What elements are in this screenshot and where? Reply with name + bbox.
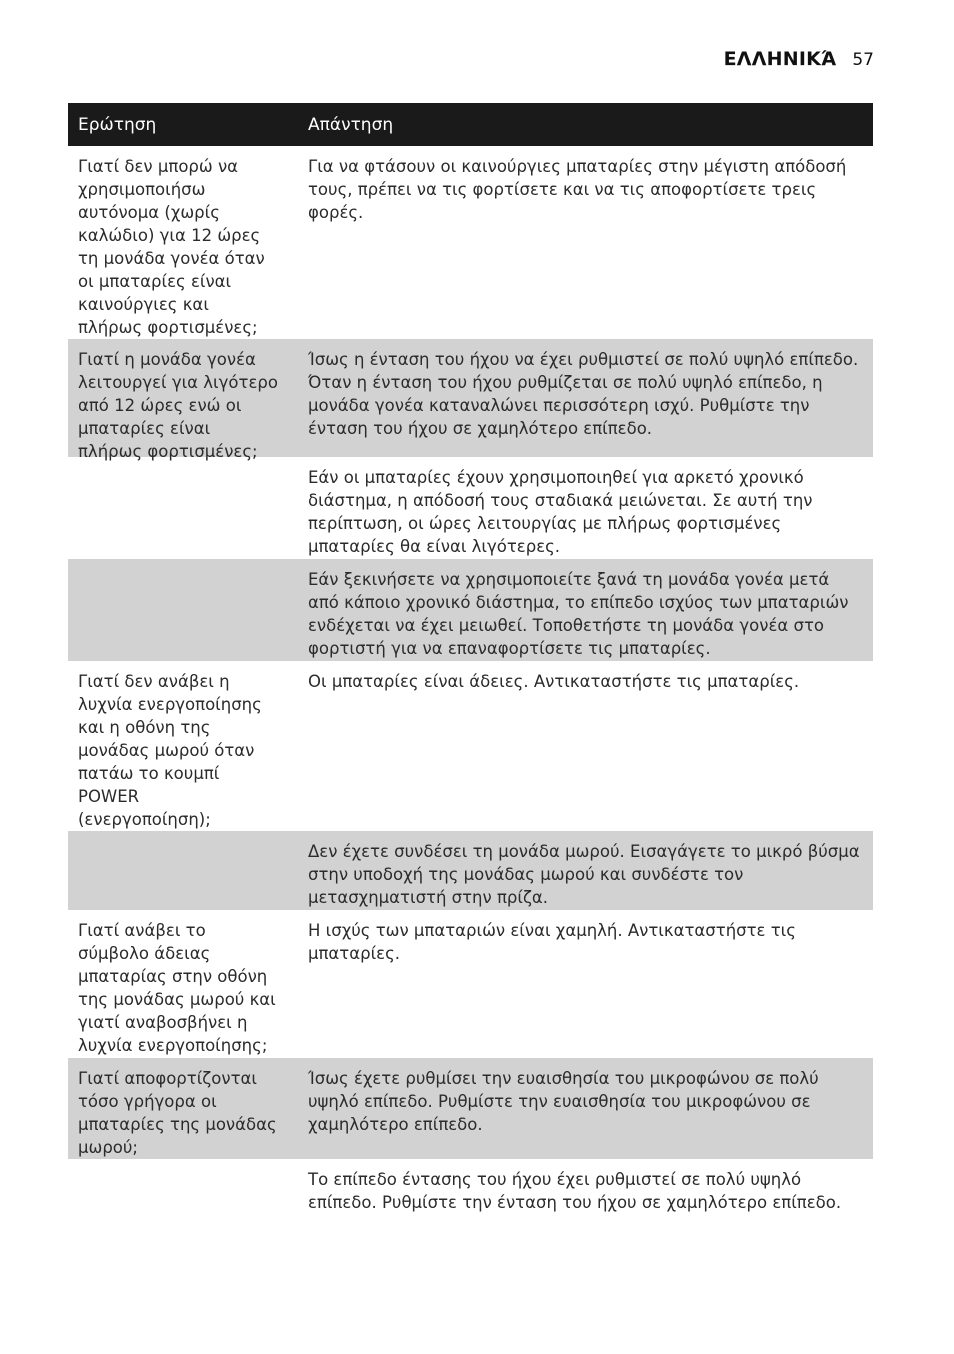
question-cell <box>68 457 290 552</box>
question-cell <box>68 831 290 903</box>
table-row <box>68 339 873 461</box>
question-cell: Γιατί δεν μπορώ να χρησιμοποιήσω αυτόνομα (χωρίς καλώδιο) για 12 ώρες τη μονάδα γονέα όταν οι μπαταρίες είναι καινούργιες και πλήρως φορτισμένες; <box>78 157 265 337</box>
language-heading: ΕΛΛΗΝΙΚΆ <box>723 48 837 70</box>
table-row <box>68 146 873 339</box>
answer-cell: Εάν οι μπαταρίες έχουν χρησιμοποιηθεί για αρκετό χρονικό διάστημα, η απόδοσή τους σταδιακά μειώνεται. Σε αυτή την περίπτωση, οι ώρες λειτουργίας με πλήρως φορτισμένες μπαταρίες θα είναι λιγότερες. <box>308 468 813 556</box>
answer-cell: Η ισχύς των μπαταριών είναι χαμηλή. Αντικαταστήστε τις μπαταρίες. <box>308 921 796 963</box>
answer-cell: Οι μπαταρίες είναι άδειες. Αντικαταστήστε τις μπαταρίες. <box>308 672 800 691</box>
question-cell: Γιατί ανάβει το σύμβολο άδειας μπαταρίας στην οθόνη της μονάδας μωρού και γιατί αναβοσβήνει η λυχνία ενεργοποίησης; <box>78 921 276 1055</box>
answer-cell: Για να φτάσουν οι καινούργιες μπαταρίες στην μέγιστη απόδοσή τους, πρέπει να τις φορτίσετε και να τις αποφορτίσετε τρεις φορές. <box>308 157 847 222</box>
table-row <box>68 910 873 1058</box>
question-cell <box>68 1159 290 1219</box>
page-number: 57 <box>852 50 874 70</box>
table-row <box>68 661 873 831</box>
header-question: Ερώτηση <box>78 114 157 135</box>
header-answer: Απάντηση <box>308 114 394 135</box>
troubleshooting-table <box>68 103 873 1226</box>
answer-cell: Το επίπεδο έντασης του ήχου έχει ρυθμιστεί σε πολύ υψηλό επίπεδο. Ρυθμίστε την ένταση του ήχου σε χαμηλότερο επίπεδο. <box>308 1170 842 1212</box>
answer-cell: Δεν έχετε συνδέσει τη μονάδα μωρού. Εισαγάγετε το μικρό βύσμα στην υποδοχή της μονάδας μωρού και συνδέστε τον μετασχηματιστή στην πρίζα. <box>308 842 860 907</box>
question-cell: Γιατί αποφορτίζονται τόσο γρήγορα οι μπαταρίες της μονάδας μωρού; <box>78 1069 277 1157</box>
question-cell: Γιατί δεν ανάβει η λυχνία ενεργοποίησης και η οθόνη της μονάδας μωρού όταν πατάω το κουμπί POWER (ενεργοποίηση); <box>78 672 262 829</box>
question-cell <box>68 559 290 654</box>
table-row <box>68 1058 873 1159</box>
table-row <box>68 831 873 910</box>
answer-cell: Ίσως έχετε ρυθμίσει την ευαισθησία του μικροφώνου σε πολύ υψηλό επίπεδο. Ρυθμίστε την ευαισθησία του μικροφώνου σε χαμηλότερο επίπεδο. <box>308 1069 819 1134</box>
answer-cell: Ίσως η ένταση του ήχου να έχει ρυθμιστεί σε πολύ υψηλό επίπεδο. Όταν η ένταση του ήχου ρυθμίζεται σε πολύ υψηλό επίπεδο, η μονάδα γονέα καταναλώνει περισσότερη ισχύ. Ρυθμίστε την ένταση του ήχου σε χαμηλότερο επίπεδο. <box>308 350 859 438</box>
table-header <box>68 103 873 146</box>
table-row <box>68 1159 873 1226</box>
page-header <box>724 48 874 70</box>
table-row <box>68 457 873 559</box>
table-row <box>68 559 873 661</box>
question-cell: Γιατί η μονάδα γονέα λειτουργεί για λιγότερο από 12 ώρες ενώ οι μπαταρίες είναι πλήρως φορτισμένες; <box>78 350 278 461</box>
answer-cell: Εάν ξεκινήσετε να χρησιμοποιείτε ξανά τη μονάδα γονέα μετά από κάποιο χρονικό διάστημα, το επίπεδο ισχύος των μπαταριών ενδέχεται να έχει μειωθεί. Τοποθετήστε τη μονάδα γονέα στο φορτιστή για να επαναφορτίσετε τις μπαταρίες. <box>308 570 849 658</box>
